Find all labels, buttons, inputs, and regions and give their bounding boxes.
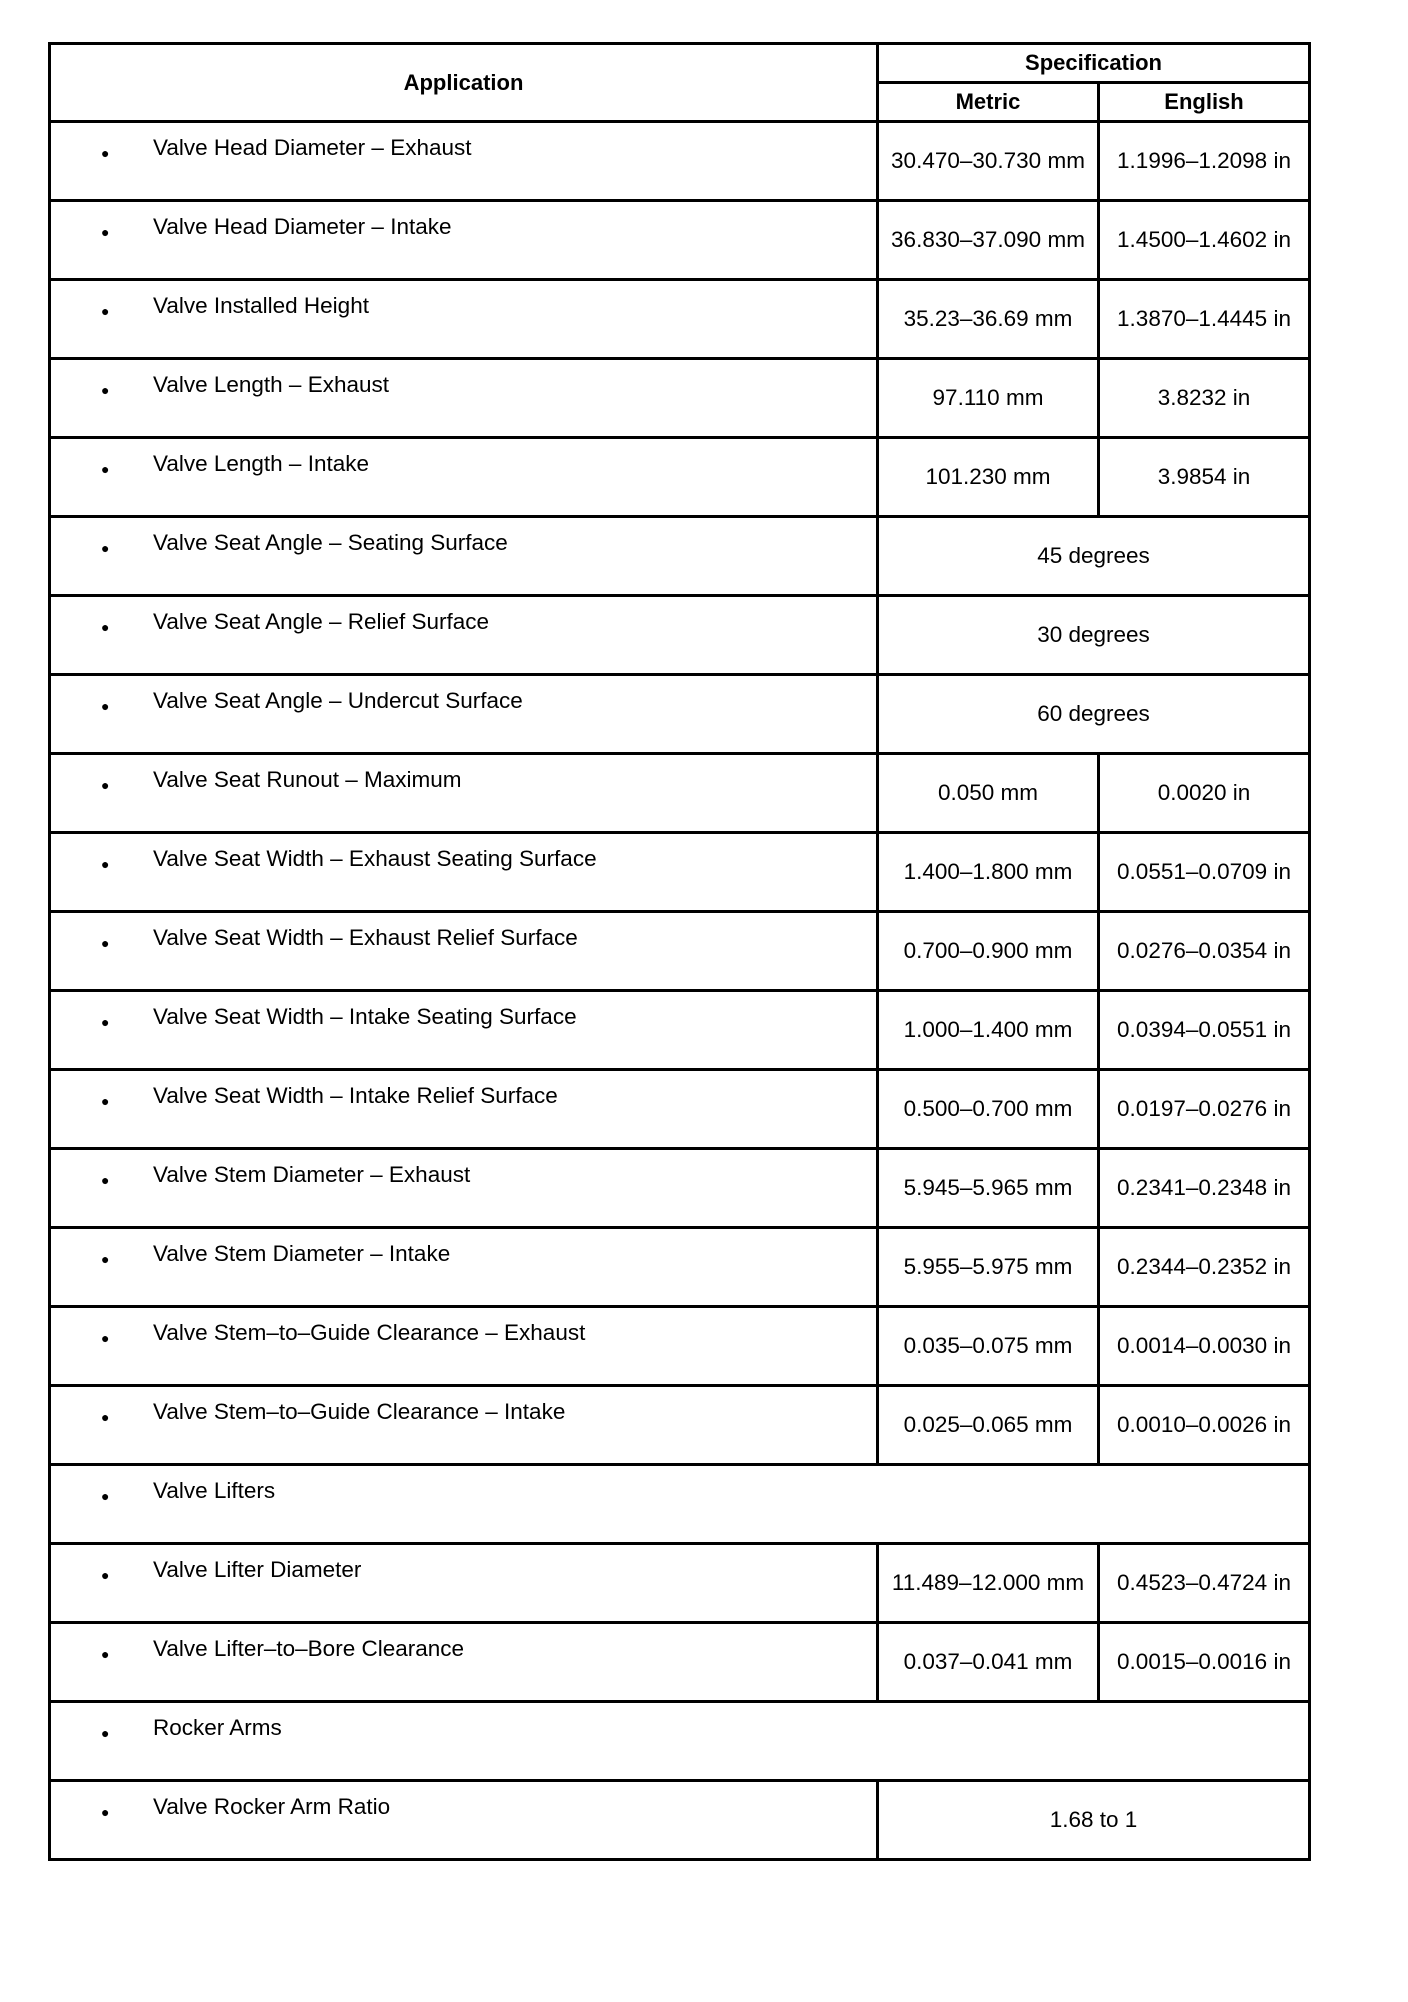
application-label: Valve Seat Runout – Maximum: [153, 767, 462, 792]
application-cell: [50, 991, 878, 1070]
bullet-icon: ●: [101, 1093, 110, 1109]
table-row: [50, 991, 1310, 1070]
application-label: Valve Head Diameter – Intake: [153, 214, 452, 239]
application-header: Application: [50, 44, 878, 122]
bullet-icon: ●: [101, 1567, 110, 1583]
metric-value: 0.700–0.900 mm: [878, 912, 1099, 991]
application-label: Valve Stem–to–Guide Clearance – Exhaust: [153, 1320, 586, 1345]
table-row: [50, 675, 1310, 754]
bullet-icon: ●: [101, 856, 110, 872]
specification-header: Specification: [878, 44, 1310, 83]
bullet-icon: ●: [101, 1804, 110, 1820]
table-row: [50, 359, 1310, 438]
metric-value: 0.035–0.075 mm: [878, 1307, 1099, 1386]
application-cell: [50, 1781, 878, 1860]
table-row: [50, 438, 1310, 517]
english-value: 1.1996–1.2098 in: [1099, 122, 1310, 201]
english-value: 0.4523–0.4724 in: [1099, 1544, 1310, 1623]
bullet-icon: ●: [101, 1488, 110, 1504]
metric-value: 1.000–1.400 mm: [878, 991, 1099, 1070]
application-cell: [50, 359, 878, 438]
application-label: Valve Installed Height: [153, 293, 369, 318]
specification-table: [48, 42, 1311, 1861]
application-label: Valve Seat Angle – Relief Surface: [153, 609, 490, 634]
table-row: [50, 1465, 1310, 1544]
application-cell: [50, 438, 878, 517]
english-value: 0.0276–0.0354 in: [1099, 912, 1310, 991]
section-cell: [50, 1702, 1310, 1781]
application-cell: [50, 201, 878, 280]
metric-value: 97.110 mm: [878, 359, 1099, 438]
bullet-icon: ●: [101, 540, 110, 556]
bullet-icon: ●: [101, 145, 110, 161]
application-label: Valve Seat Width – Exhaust Relief Surface: [153, 925, 578, 950]
application-cell: [50, 1149, 878, 1228]
application-label: Valve Seat Angle – Seating Surface: [153, 530, 508, 555]
specification-rows: [50, 122, 1310, 1860]
combined-value: 60 degrees: [878, 675, 1310, 754]
metric-value: 30.470–30.730 mm: [878, 122, 1099, 201]
table-row: [50, 1702, 1310, 1781]
table-row: [50, 1070, 1310, 1149]
metric-value: 0.500–0.700 mm: [878, 1070, 1099, 1149]
bullet-icon: ●: [101, 935, 110, 951]
table-row: [50, 201, 1310, 280]
english-value: 0.0015–0.0016 in: [1099, 1623, 1310, 1702]
application-label: Rocker Arms: [153, 1715, 282, 1740]
application-label: Valve Seat Angle – Undercut Surface: [153, 688, 523, 713]
english-value: 3.8232 in: [1099, 359, 1310, 438]
table-row: [50, 1307, 1310, 1386]
application-label: Valve Seat Width – Intake Relief Surface: [153, 1083, 558, 1108]
application-label: Valve Lifters: [153, 1478, 276, 1503]
metric-value: 0.050 mm: [878, 754, 1099, 833]
bullet-icon: ●: [101, 1646, 110, 1662]
metric-value: 36.830–37.090 mm: [878, 201, 1099, 280]
bullet-icon: ●: [101, 619, 110, 635]
application-label: Valve Length – Exhaust: [153, 372, 389, 397]
table-row: [50, 754, 1310, 833]
metric-value: 11.489–12.000 mm: [878, 1544, 1099, 1623]
metric-value: 5.955–5.975 mm: [878, 1228, 1099, 1307]
table-row: [50, 1781, 1310, 1860]
application-label: Valve Lifter Diameter: [153, 1557, 362, 1582]
bullet-icon: ●: [101, 382, 110, 398]
bullet-icon: ●: [101, 1409, 110, 1425]
application-cell: [50, 280, 878, 359]
table-row: [50, 596, 1310, 675]
table-row: [50, 833, 1310, 912]
metric-header: Metric: [878, 83, 1099, 122]
bullet-icon: ●: [101, 224, 110, 240]
english-value: 0.2341–0.2348 in: [1099, 1149, 1310, 1228]
application-cell: [50, 1070, 878, 1149]
table-row: [50, 912, 1310, 991]
english-value: 0.0020 in: [1099, 754, 1310, 833]
english-value: 0.0551–0.0709 in: [1099, 833, 1310, 912]
english-value: 3.9854 in: [1099, 438, 1310, 517]
application-cell: [50, 675, 878, 754]
application-cell: [50, 754, 878, 833]
table-row: [50, 280, 1310, 359]
english-value: 1.3870–1.4445 in: [1099, 280, 1310, 359]
english-value: 0.0010–0.0026 in: [1099, 1386, 1310, 1465]
application-label: Valve Stem–to–Guide Clearance – Intake: [153, 1399, 566, 1424]
table-row: [50, 122, 1310, 201]
bullet-icon: ●: [101, 461, 110, 477]
combined-value: 45 degrees: [878, 517, 1310, 596]
application-label: Valve Rocker Arm Ratio: [153, 1794, 391, 1819]
table-row: [50, 1149, 1310, 1228]
application-cell: [50, 596, 878, 675]
application-cell: [50, 1623, 878, 1702]
metric-value: 5.945–5.965 mm: [878, 1149, 1099, 1228]
application-cell: [50, 1307, 878, 1386]
table-row: [50, 517, 1310, 596]
application-label: Valve Head Diameter – Exhaust: [153, 135, 472, 160]
table-row: [50, 1386, 1310, 1465]
application-label: Valve Length – Intake: [153, 451, 369, 476]
metric-value: 0.025–0.065 mm: [878, 1386, 1099, 1465]
english-value: 0.0197–0.0276 in: [1099, 1070, 1310, 1149]
bullet-icon: ●: [101, 1251, 110, 1267]
application-cell: [50, 1544, 878, 1623]
combined-value: 1.68 to 1: [878, 1781, 1310, 1860]
english-value: 0.0014–0.0030 in: [1099, 1307, 1310, 1386]
application-cell: [50, 1228, 878, 1307]
section-cell: [50, 1465, 1310, 1544]
combined-value: 30 degrees: [878, 596, 1310, 675]
metric-value: 1.400–1.800 mm: [878, 833, 1099, 912]
metric-value: 101.230 mm: [878, 438, 1099, 517]
metric-value: 0.037–0.041 mm: [878, 1623, 1099, 1702]
english-value: 1.4500–1.4602 in: [1099, 201, 1310, 280]
application-cell: [50, 1386, 878, 1465]
bullet-icon: ●: [101, 777, 110, 793]
application-label: Valve Lifter–to–Bore Clearance: [153, 1636, 465, 1661]
table-row: [50, 1623, 1310, 1702]
bullet-icon: ●: [101, 1172, 110, 1188]
bullet-icon: ●: [101, 1725, 110, 1741]
application-cell: [50, 517, 878, 596]
bullet-icon: ●: [101, 1330, 110, 1346]
bullet-icon: ●: [101, 303, 110, 319]
english-value: 0.2344–0.2352 in: [1099, 1228, 1310, 1307]
application-cell: [50, 122, 878, 201]
application-label: Valve Stem Diameter – Exhaust: [153, 1162, 471, 1187]
table-row: [50, 1228, 1310, 1307]
english-header: English: [1099, 83, 1310, 122]
application-cell: [50, 912, 878, 991]
bullet-icon: ●: [101, 1014, 110, 1030]
metric-value: 35.23–36.69 mm: [878, 280, 1099, 359]
table-row: [50, 1544, 1310, 1623]
bullet-icon: ●: [101, 698, 110, 714]
application-label: Valve Seat Width – Exhaust Seating Surface: [153, 846, 597, 871]
application-label: Valve Stem Diameter – Intake: [153, 1241, 451, 1266]
application-cell: [50, 833, 878, 912]
application-label: Valve Seat Width – Intake Seating Surface: [153, 1004, 577, 1029]
english-value: 0.0394–0.0551 in: [1099, 991, 1310, 1070]
